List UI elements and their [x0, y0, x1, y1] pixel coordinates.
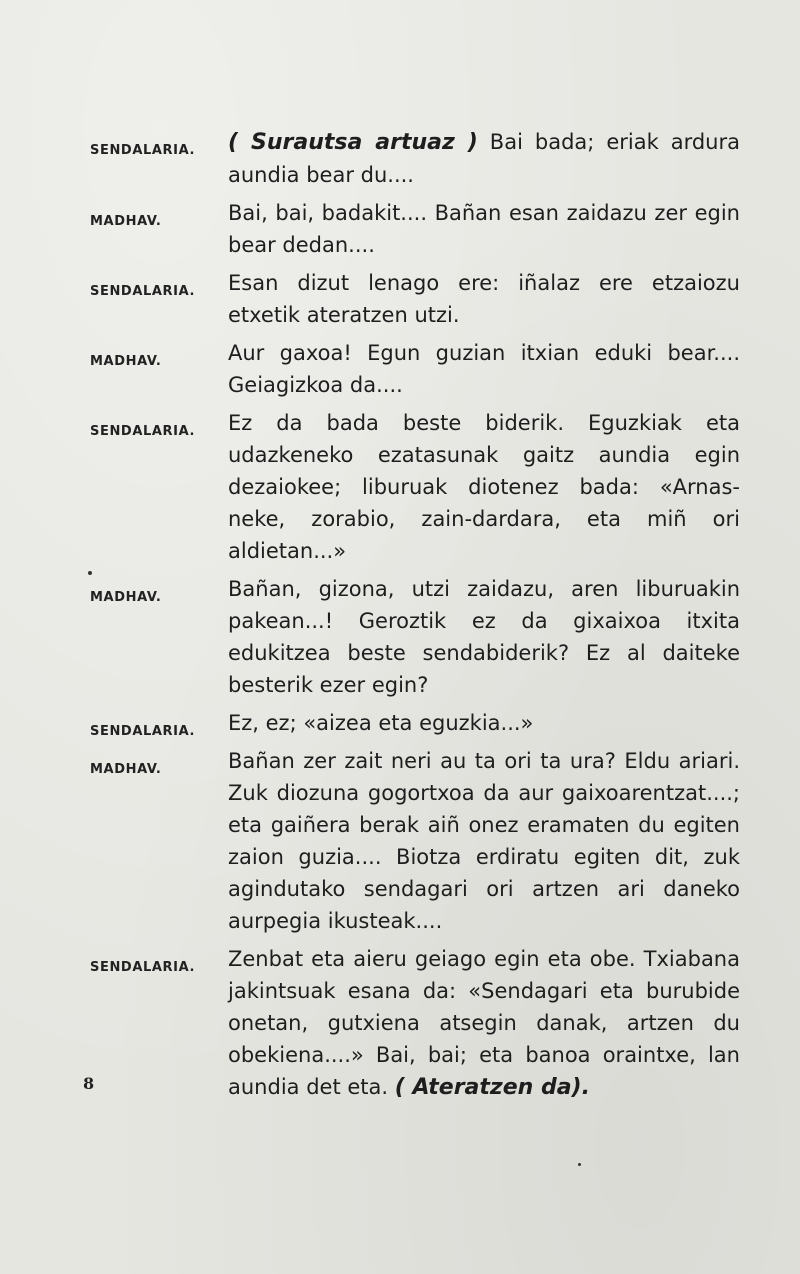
stage-direction: ( Surautsa artuaz ) [228, 130, 478, 155]
dialogue-line: Ez, ez; «aizea eta eguzkia...» [228, 711, 534, 735]
dialogue-entry [90, 745, 740, 937]
dialogue-entry [90, 197, 740, 261]
paper-speck [88, 571, 92, 575]
dialogue-line: Aur gaxoa! Egun guzian itxian eduki bear.... Geiagizkoa da.... [228, 341, 740, 397]
speaker-name: MADHAV. [90, 762, 162, 777]
dialogue-entry [90, 707, 740, 739]
paper-speck [578, 1163, 581, 1166]
speaker-name: MADHAV. [90, 354, 162, 369]
dialogue-entry [90, 407, 740, 567]
speaker-name: SENDALARIA. [90, 284, 196, 299]
dialogue-line: Esan dizut lenago ere: iñalaz ere etzaiozu etxetik ateratzen utzi. [228, 271, 740, 327]
dialogue-line: Bañan zer zait neri au ta ori ta ura? Eldu ariari. Zuk diozuna gogortxoa da aur gaixoarentzat....; eta gaiñera berak aiñ onez eramaten du egiten zaion guzia.... Biotza erdiratu egiten dit, zuk agindutako sendagari ori artzen ari daneko aurpegia ikusteak.... [228, 749, 740, 933]
speaker-name: SENDALARIA. [90, 960, 196, 975]
speaker-name: MADHAV. [90, 590, 162, 605]
dialogue-entry [90, 337, 740, 401]
dialogue-line: Bai, bai, badakit.... Bañan esan zaidazu zer egin bear dedan.... [228, 201, 740, 257]
speaker-name: SENDALARIA. [90, 424, 196, 439]
dialogue-line: Bai bada; eriak ardura aundia bear du.... [228, 130, 740, 187]
dialogue-entry [90, 573, 740, 701]
dialogue-line: Ez da bada beste biderik. Eguzkiak eta udazkeneko ezatasunak gaitz aundia egin dezaiokee; liburuak diotenez bada: «Arnas-neke, zorabio, zain-dardara, eta miñ ori aldietan...» [228, 411, 740, 563]
speaker-name: SENDALARIA. [90, 724, 196, 739]
dialogue-entry [90, 943, 740, 1104]
dialogue-text [228, 943, 740, 1104]
speaker-name: SENDALARIA. [90, 143, 196, 158]
dialogue-line: Bañan, gizona, utzi zaidazu, aren liburuakin pakean...! Geroztik ez da gixaixoa itxita edukitzea beste sendabiderik? Ez al daiteke besterik ezer egin? [228, 577, 740, 697]
dialogue-line: Zenbat eta aieru geiago egin eta obe. Txiabana jakintsuak esana da: «Sendagari eta burubide onetan, gutxiena atsegin danak, artzen du obekiena....» Bai, bai; eta banoa oraintxe, lan aundia det eta. [228, 947, 740, 1099]
page-number: 8 [83, 1074, 95, 1093]
dialogue-text [228, 126, 740, 191]
dialogue-entry [90, 126, 740, 191]
stage-direction: ( Ateratzen da). [394, 1075, 590, 1100]
dialogue-entry [90, 267, 740, 331]
speaker-name: MADHAV. [90, 214, 162, 229]
dialogue-block [90, 126, 740, 1110]
